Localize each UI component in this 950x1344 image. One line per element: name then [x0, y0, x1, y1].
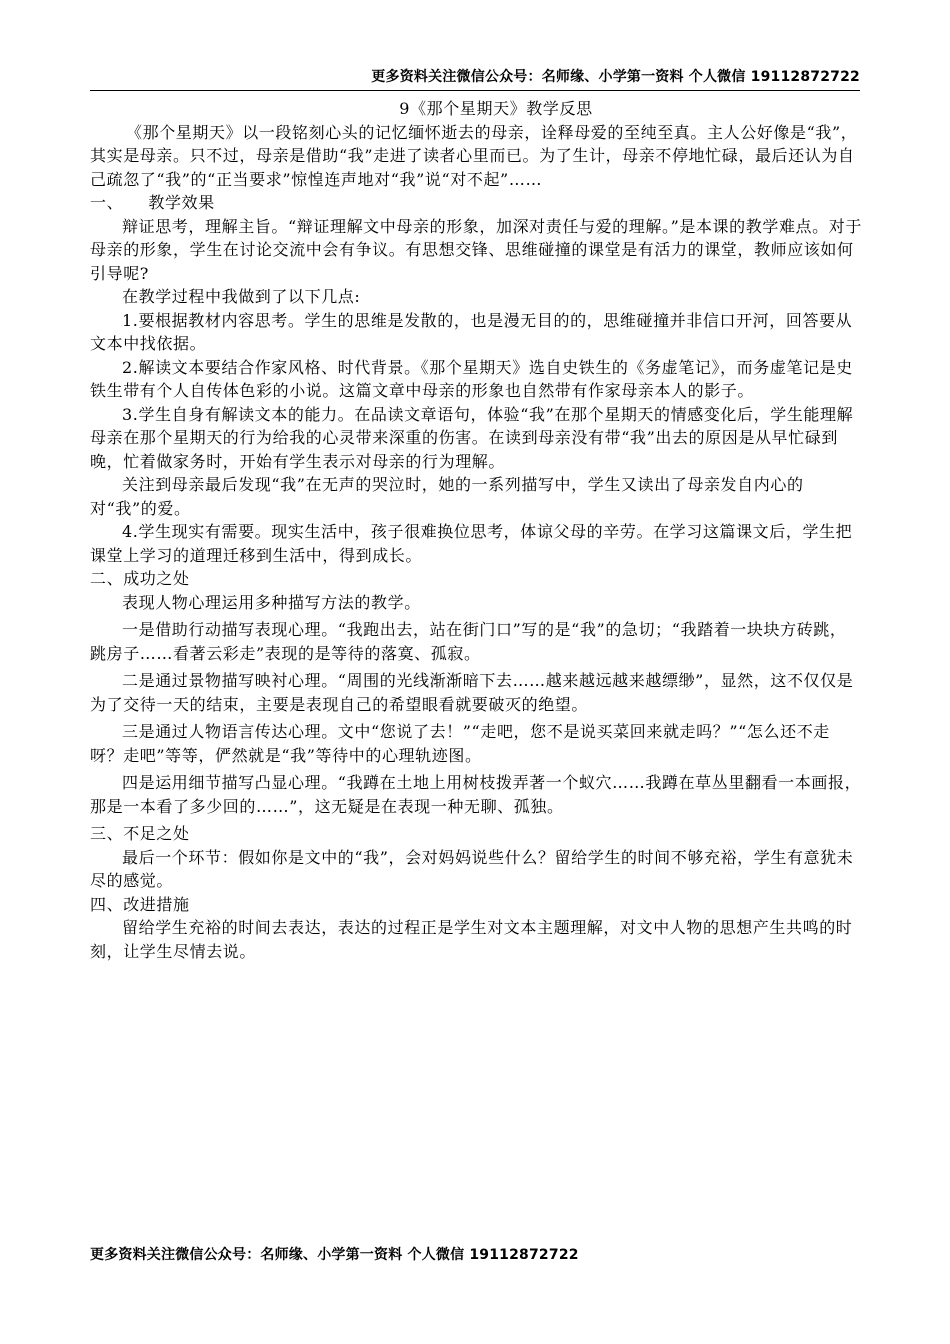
document-body [90, 97, 862, 963]
section-4-paragraph: 留给学生充裕的时间去表达，表达的过程正是学生对文本主题理解，对文中人物的思想产生共鸣的时刻，让学生尽情去说。 [90, 918, 853, 961]
section-1-paragraph: 在教学过程中我做到了以下几点: [122, 287, 361, 306]
footer-text: 更多资料关注微信公众号：名师缘、小学第一资料 个人微信 19112872722 [90, 1247, 579, 1263]
section-1-paragraph: 3.学生自身有解读文本的能力。在品读文章语句，体验“我”在那个星期天的情感变化后，学生能理解母亲在那个星期天的行为给我的心灵带来深重的伤害。在读到母亲没有带“我”出去的原因是从早忙碌到晚，忙着做家务时，开始有学生表示对母亲的行为理解。 [90, 404, 854, 471]
intro-paragraph: 《那个星期天》以一段铭刻心头的记忆缅怀逝去的母亲，诠释母爱的至纯至真。主人公好像是“我”，其实是母亲。只不过，母亲是借助“我”走进了读者心里而已。为了生计，母亲不停地忙碌，最后还认为自己疏忽了“我”的“正当要求”惊惶连声地对“我”说“对不起”…… [90, 122, 858, 189]
section-2-paragraph: 四是运用细节描写凸显心理。“我蹲在土地上用树枝拨弄著一个蚁穴……我蹲在草丛里翻看一本画报，那是一本看了多少回的……”，这无疑是在表现一种无聊、孤独。 [90, 773, 862, 816]
section-2-paragraph: 二是通过景物描写映衬心理。“周围的光线渐渐暗下去……越来越远越来越缥缈”，显然，这不仅仅是为了交待一天的结束，主要是表现自己的希望眼看就要破灭的绝望。 [90, 671, 854, 714]
page-header [90, 66, 860, 91]
document-title: 9《那个星期天》教学反思 [399, 99, 593, 118]
header-text: 更多资料关注微信公众号：名师缘、小学第一资料 个人微信 19112872722 [371, 69, 860, 85]
section-1-paragraph: 4.学生现实有需要。现实生活中，孩子很难换位思考，体谅父母的辛劳。在学习这篇课文后，学生把课堂上学习的道理迁移到生活中，得到成长。 [90, 522, 853, 565]
section-1-paragraph: 辩证思考，理解主旨。“辩证理解文中母亲的形象，加深对责任与爱的理解。”是本课的教学难点。对于母亲的形象，学生在讨论交流中会有争议。有思想交锋、思维碰撞的课堂是有活力的课堂，教师应该如何引导呢? [90, 216, 862, 283]
section-2-paragraph: 一是借助行动描写表现心理。“我跑出去，站在街门口”写的是“我”的急切；“我踏着一块块方砖跳，跳房子……看著云彩走”表现的是等待的落寞、孤寂。 [90, 620, 847, 663]
section-1-paragraph: 2.解读文本要结合作家风格、时代背景。《那个星期天》选自史铁生的《务虚笔记》，而务虚笔记是史铁生带有个人自传体色彩的小说。这篇文章中母亲的形象也自然带有作家母亲本人的影子。 [90, 357, 853, 400]
section-2-paragraph: 表现人物心理运用多种描写方法的教学。 [122, 592, 421, 612]
section-3-paragraph: 最后一个环节：假如你是文中的“我”，会对妈妈说些什么？留给学生的时间不够充裕，学生有意犹未尽的感觉。 [90, 847, 854, 890]
section-3-heading: 三、不足之处 [90, 824, 190, 843]
section-1-paragraph: 1.要根据教材内容思考。学生的思维是发散的，也是漫无目的的，思维碰撞并非信口开河，回答要从文本中找依据。 [90, 310, 853, 353]
section-2-paragraph: 三是通过人物语言传达心理。文中“您说了去！”“走吧，您不是说买菜回来就走吗？”“怎么还不走呀？走吧”等等，俨然就是“我”等待中的心理轨迹图。 [90, 722, 830, 765]
section-4-heading: 四、改进措施 [90, 894, 190, 914]
page-footer [90, 1244, 579, 1264]
section-1-paragraph: 关注到母亲最后发现“我”在无声的哭泣时，她的一系列描写中，学生又读出了母亲发自内心的对“我”的爱。 [90, 475, 804, 518]
section-1-heading: 一、 教学效果 [90, 193, 215, 212]
section-2-heading: 二、成功之处 [90, 569, 190, 588]
